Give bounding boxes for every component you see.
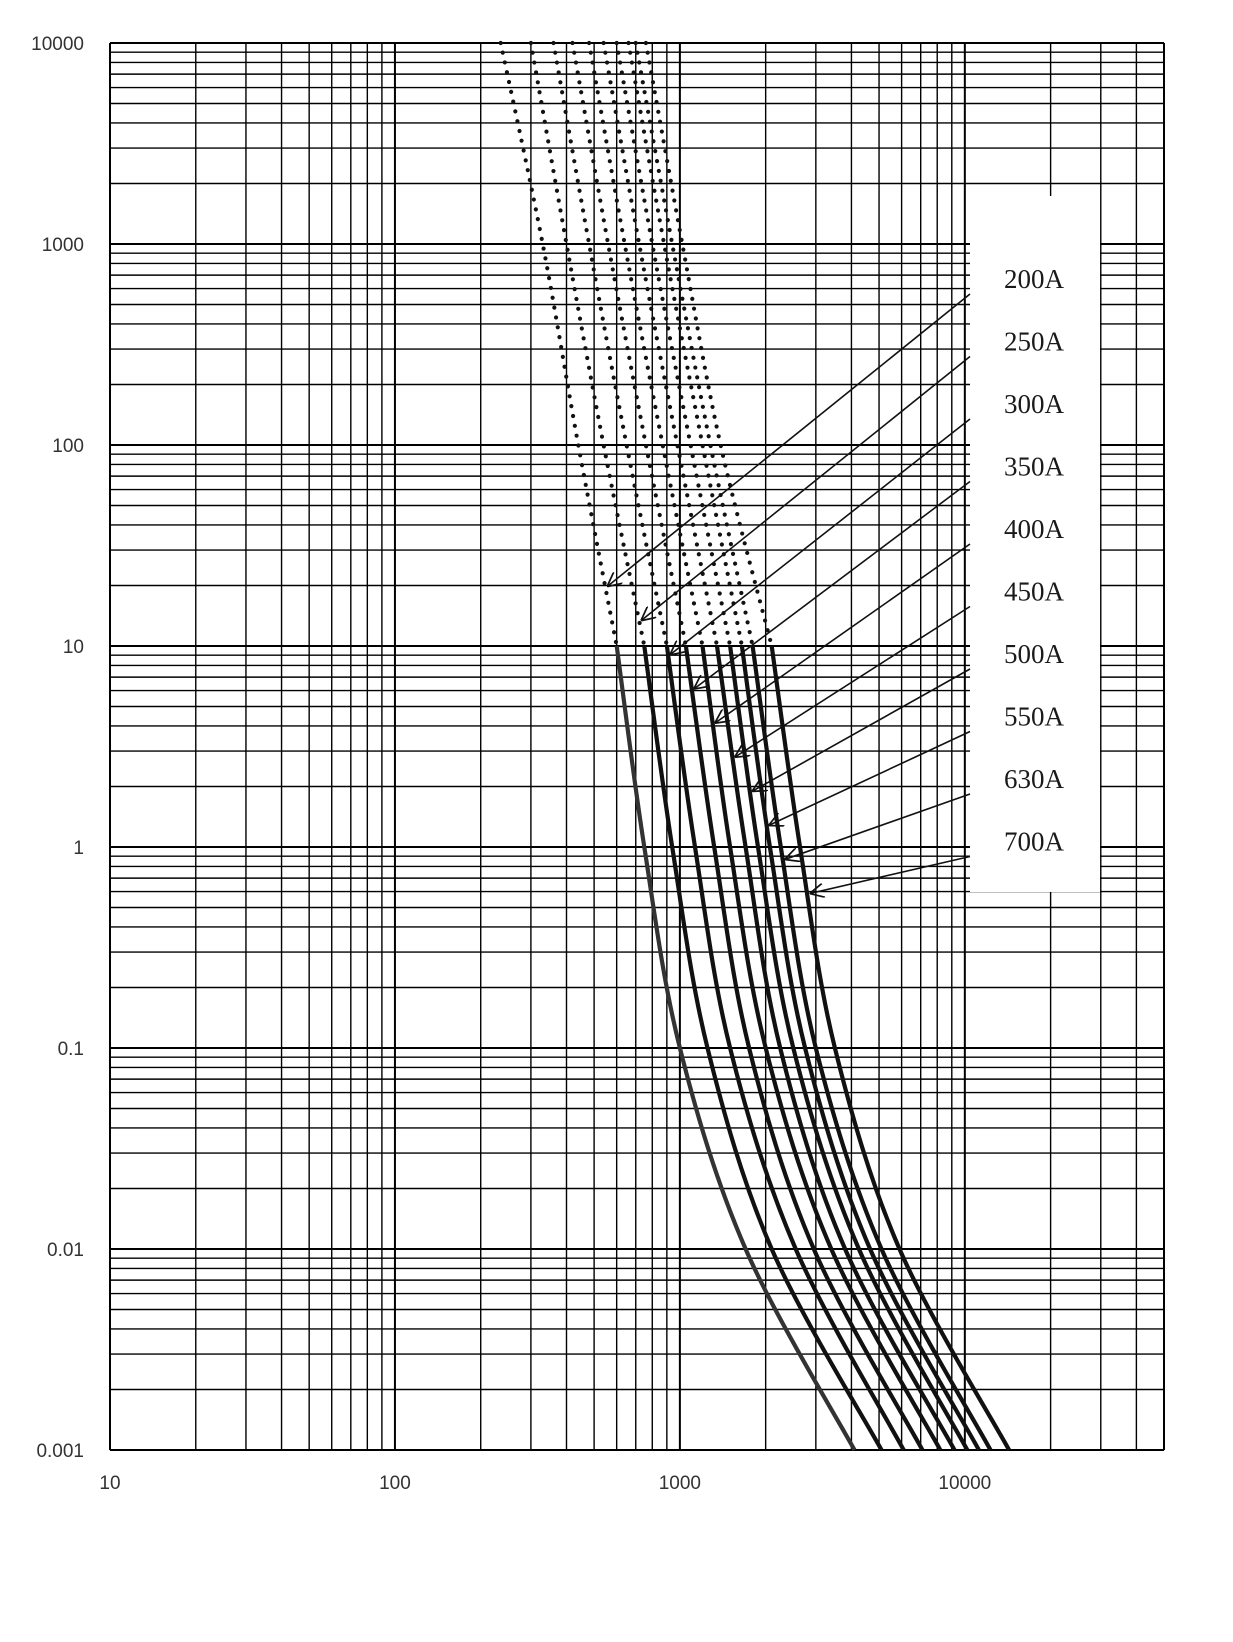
y-tick-label: 10 [62, 637, 84, 658]
y-tick-label: 1 [73, 838, 84, 859]
legend-label: 550A [1004, 701, 1064, 732]
legend-label: 500A [1004, 639, 1064, 669]
legend-arrow [608, 294, 970, 586]
legend-label: 250A [1004, 326, 1064, 357]
chart-series [501, 43, 1009, 1450]
legend-arrow [811, 857, 970, 894]
legend-label: 300A [1004, 389, 1064, 419]
legend-arrow [716, 544, 970, 722]
legend-label: 350A [1004, 451, 1064, 482]
legend-label: 630A [1004, 764, 1064, 794]
series-line-dotted [617, 43, 730, 646]
series-line-dotted [554, 43, 667, 646]
y-tick-label: 0.001 [36, 1441, 84, 1462]
y-tick-label: 0.1 [57, 1039, 84, 1060]
series-line-dotted [573, 43, 686, 646]
x-tick-label: 10000 [938, 1473, 992, 1494]
x-tick-label: 1000 [658, 1473, 702, 1494]
series-line-dotted [604, 43, 717, 646]
y-tick-label: 1000 [41, 235, 84, 256]
series-200a [501, 43, 855, 1450]
legend-label: 450A [1004, 576, 1064, 607]
legend-label: 700A [1004, 826, 1064, 857]
series-350a [573, 43, 923, 1450]
legend-label: 400A [1004, 514, 1064, 544]
x-tick-label: 10 [99, 1473, 121, 1494]
y-tick-label: 10000 [31, 34, 84, 55]
series-line-dotted [646, 43, 772, 646]
series-line-dotted [501, 43, 617, 646]
legend-arrow [770, 732, 970, 825]
y-tick-label: 100 [52, 436, 84, 457]
x-tick-label: 100 [379, 1473, 411, 1494]
y-tick-label: 0.01 [47, 1240, 84, 1261]
series-line-dotted [636, 43, 753, 646]
legend-label: 200A [1004, 264, 1064, 294]
